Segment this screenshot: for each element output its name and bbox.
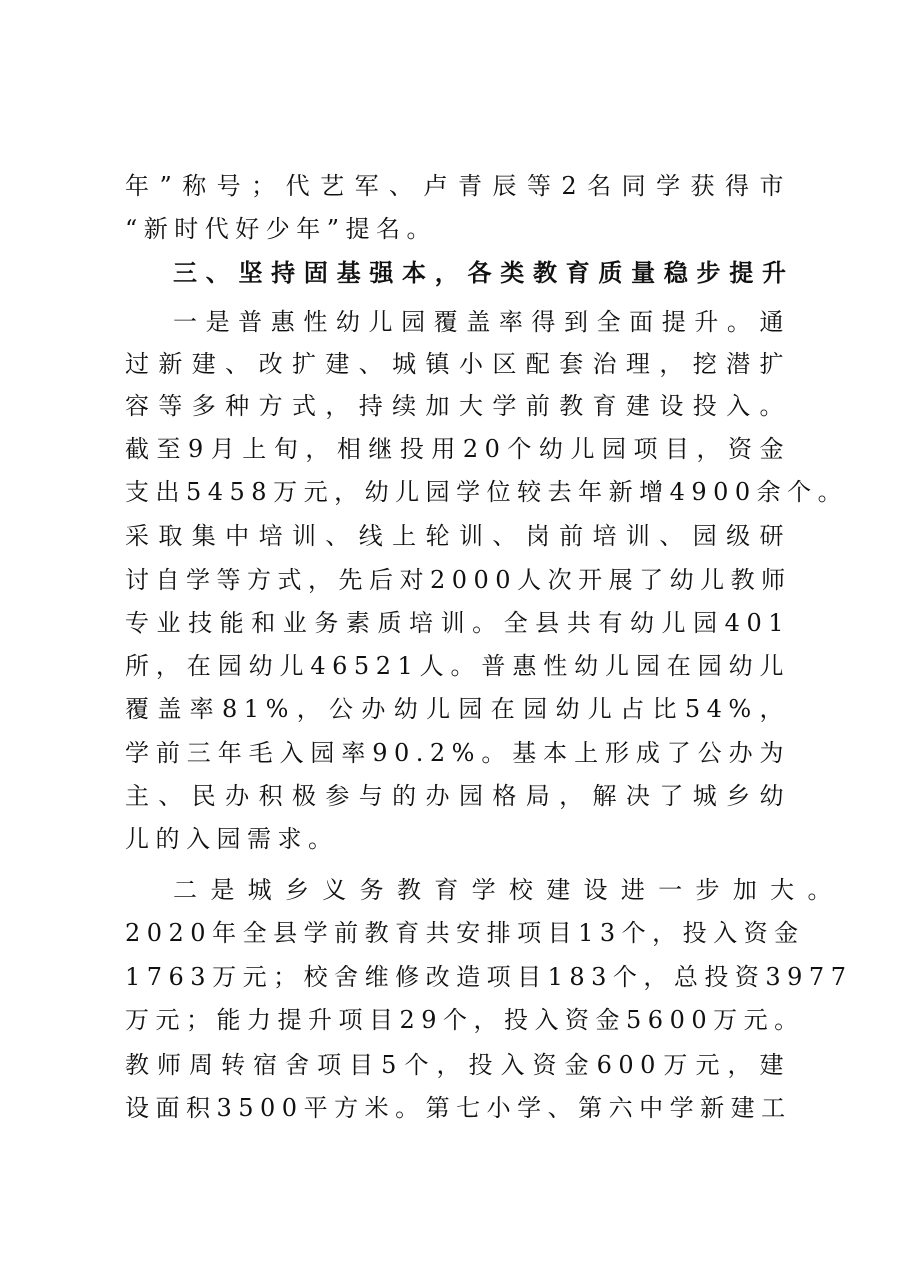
paragraph-line: 设面积3500平方米。第七小学、第六中学新建工 (125, 1094, 792, 1122)
paragraph-line: 专业技能和业务素质培训。全县共有幼儿园401 (125, 609, 790, 637)
paragraph-line: 儿的入园需求。 (125, 825, 339, 853)
paragraph-line: 1763万元；校舍维修改造项目183个，总投资3977 (125, 963, 853, 991)
paragraph-line: 过新建、改扩建、城镇小区配套治理，挖潜扩 (125, 350, 790, 378)
paragraph-line: 2020年全县学前教育共安排项目13个，投入资金 (125, 919, 805, 947)
paragraph-line: 二是城乡义务教育学校建设进一步加大。 (173, 876, 838, 904)
text-line: “新时代好少年”提名。 (125, 215, 438, 243)
paragraph-line: 截至9月上旬，相继投用20个幼儿园项目，资金 (125, 435, 790, 463)
text-line: 年”称号；代艺军、卢青辰等2名同学获得市 (125, 172, 790, 200)
paragraph-line: 覆盖率81%，公办幼儿园在园幼儿占比54%， (125, 695, 790, 723)
paragraph-line: 讨自学等方式，先后对2000人次开展了幼儿教师 (125, 566, 792, 594)
paragraph-line: 支出5458万元，幼儿园学位较去年新增4900余个。 (125, 478, 849, 506)
paragraph-line: 教师周转宿舍项目5个，投入资金600万元，建 (125, 1051, 790, 1079)
paragraph-line: 学前三年毛入园率90.2%。基本上形成了公办为 (125, 739, 790, 767)
section-heading: 三、坚持固基强本，各类教育质量稳步提升 (173, 259, 790, 287)
paragraph-line: 万元；能力提升项目29个，投入资金5600万元。 (125, 1006, 805, 1034)
paragraph-line: 所，在园幼儿46521人。普惠性幼儿园在园幼儿 (125, 652, 790, 680)
paragraph-line: 主、民办积极参与的办园格局，解决了城乡幼 (125, 782, 790, 810)
paragraph-line: 容等多种方式，持续加大学前教育建设投入。 (125, 392, 790, 420)
paragraph-line: 采取集中培训、线上轮训、岗前培训、园级研 (125, 522, 790, 550)
paragraph-line: 一是普惠性幼儿园覆盖率得到全面提升。通 (173, 308, 790, 336)
